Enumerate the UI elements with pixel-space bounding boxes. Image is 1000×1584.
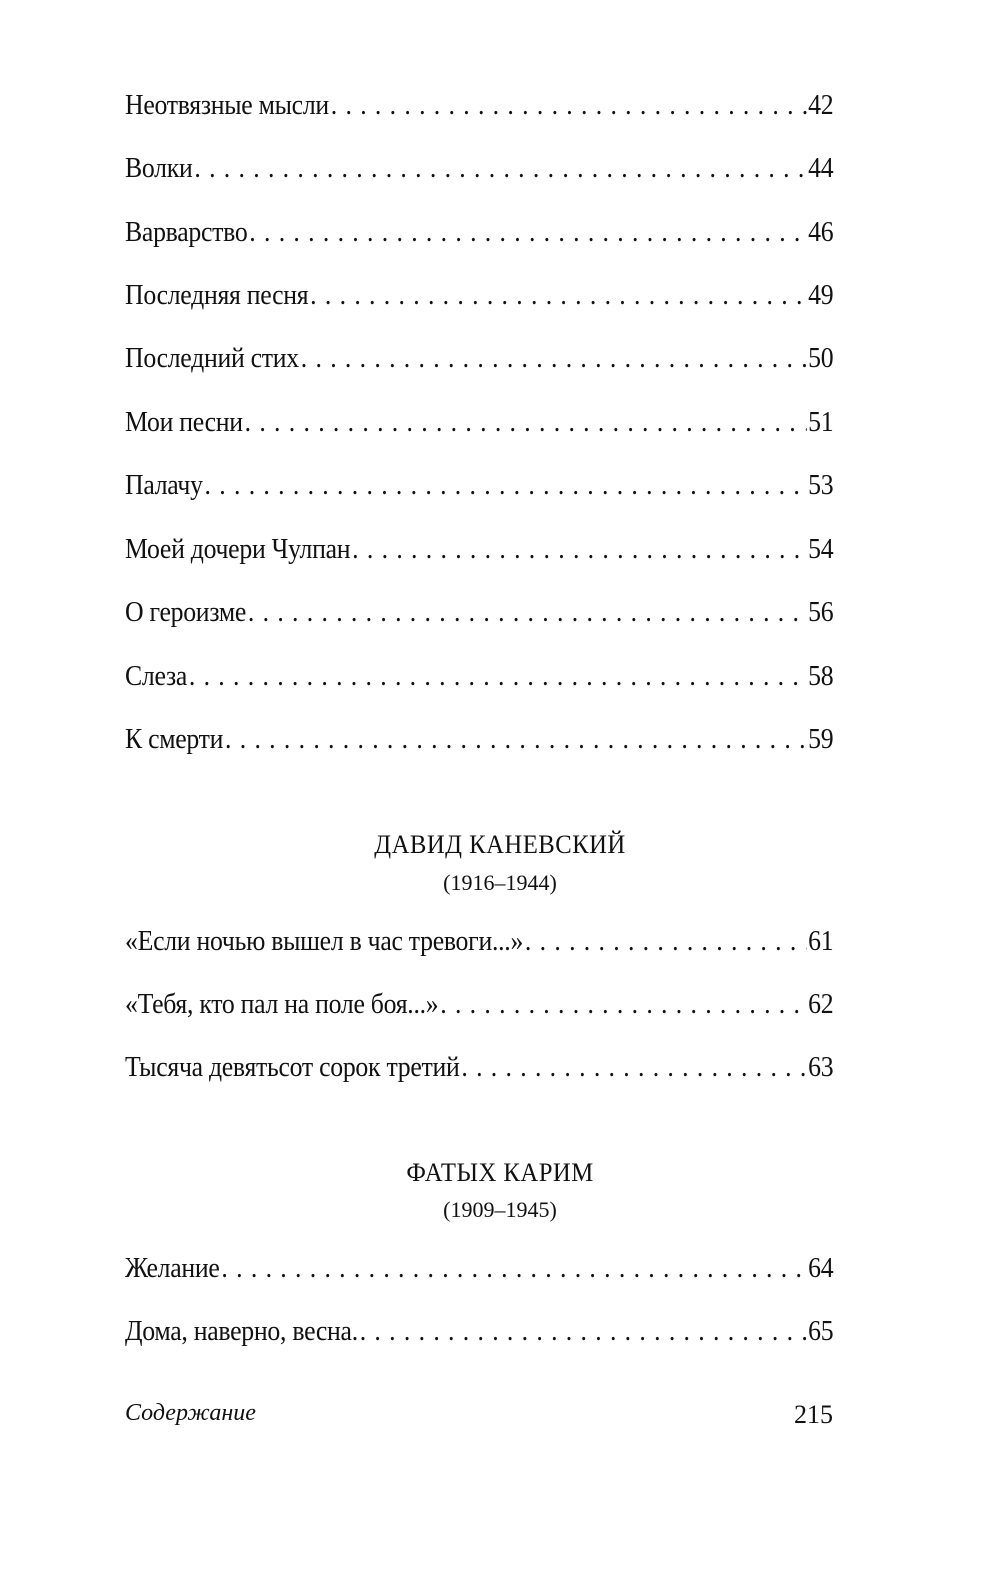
toc-entry (125, 90, 833, 126)
toc-entry (125, 1253, 833, 1289)
toc-entry-page: 42 (808, 90, 834, 121)
leader-dots (352, 534, 806, 566)
toc-entry-title: Слеза (125, 661, 188, 692)
leader-dots (461, 1052, 806, 1084)
toc-entry (125, 407, 833, 443)
author-heading: ФАТЫХ КАРИМ (406, 1158, 594, 1187)
toc-entry-page: 59 (808, 724, 834, 755)
toc-entry-title: Палачу (125, 470, 203, 501)
leader-dots (440, 989, 806, 1021)
running-title: Содержание (125, 1400, 256, 1426)
toc-entry (125, 724, 833, 760)
leader-dots (360, 1316, 807, 1348)
author-years: (1909–1945) (443, 1197, 557, 1222)
toc-entry (125, 280, 833, 316)
toc-entry-page: 49 (808, 280, 834, 311)
toc-entry (125, 1052, 833, 1088)
toc-entry-page: 63 (808, 1052, 834, 1083)
toc-entry (125, 1316, 833, 1352)
toc-entry-page: 50 (808, 343, 834, 374)
toc-entry-title: Последняя песня (125, 280, 309, 311)
author-years: (1916–1944) (443, 870, 557, 895)
toc-entry-title: Дома, наверно, весна. (125, 1316, 358, 1347)
leader-dots (225, 724, 806, 756)
toc-entry-title: Варварство (125, 217, 248, 248)
toc-entry-title: «Если ночью вышел в час тревоги...» (125, 926, 524, 957)
toc-entry-page: 65 (808, 1316, 834, 1347)
leader-dots (301, 343, 807, 375)
leader-dots (221, 1253, 806, 1285)
toc-entry-page: 64 (808, 1253, 834, 1284)
author-heading: ДАВИД КАНЕВСКИЙ (374, 830, 626, 859)
toc-entry (125, 343, 833, 379)
toc-entry-page: 56 (808, 597, 834, 628)
toc-entry-page: 62 (808, 989, 834, 1020)
leader-dots (310, 280, 806, 312)
leader-dots (249, 217, 806, 249)
leader-dots (205, 470, 807, 502)
toc-entry-title: Мои песни (125, 407, 243, 438)
leader-dots (245, 407, 807, 439)
leader-dots (525, 926, 806, 958)
leader-dots (189, 661, 806, 693)
toc-entry-page: 51 (808, 407, 834, 438)
leader-dots (194, 153, 806, 185)
toc-entry-title: «Тебя, кто пал на поле боя...» (125, 989, 439, 1020)
toc-entry-title: Последний стих (125, 343, 299, 374)
toc-entry-page: 44 (808, 153, 834, 184)
toc-entry-title: Тысяча девятьсот сорок третий (125, 1052, 460, 1083)
toc-entry (125, 153, 833, 189)
toc-entry-title: О героизме (125, 597, 247, 628)
toc-entry (125, 470, 833, 506)
toc-entry-page: 53 (808, 470, 834, 501)
toc-entry (125, 926, 833, 962)
toc-entry-page: 46 (808, 217, 834, 248)
toc-entry-title: К смерти (125, 724, 224, 755)
page-number: 215 (794, 1400, 833, 1429)
toc-entry-title: Желание (125, 1253, 220, 1284)
toc-entry-title: Волки (125, 153, 193, 184)
toc-entry-title: Моей дочери Чулпан (125, 534, 351, 565)
toc-entry (125, 217, 833, 253)
leader-dots (331, 90, 807, 122)
toc-entry (125, 661, 833, 697)
toc-entry (125, 989, 833, 1025)
toc-entry (125, 534, 833, 570)
toc-entry-page: 54 (808, 534, 834, 565)
toc-entry-page: 61 (808, 926, 834, 957)
toc-entry-title: Неотвязные мысли (125, 90, 329, 121)
toc-entry (125, 597, 833, 633)
leader-dots (248, 597, 806, 629)
toc-entry-page: 58 (808, 661, 834, 692)
